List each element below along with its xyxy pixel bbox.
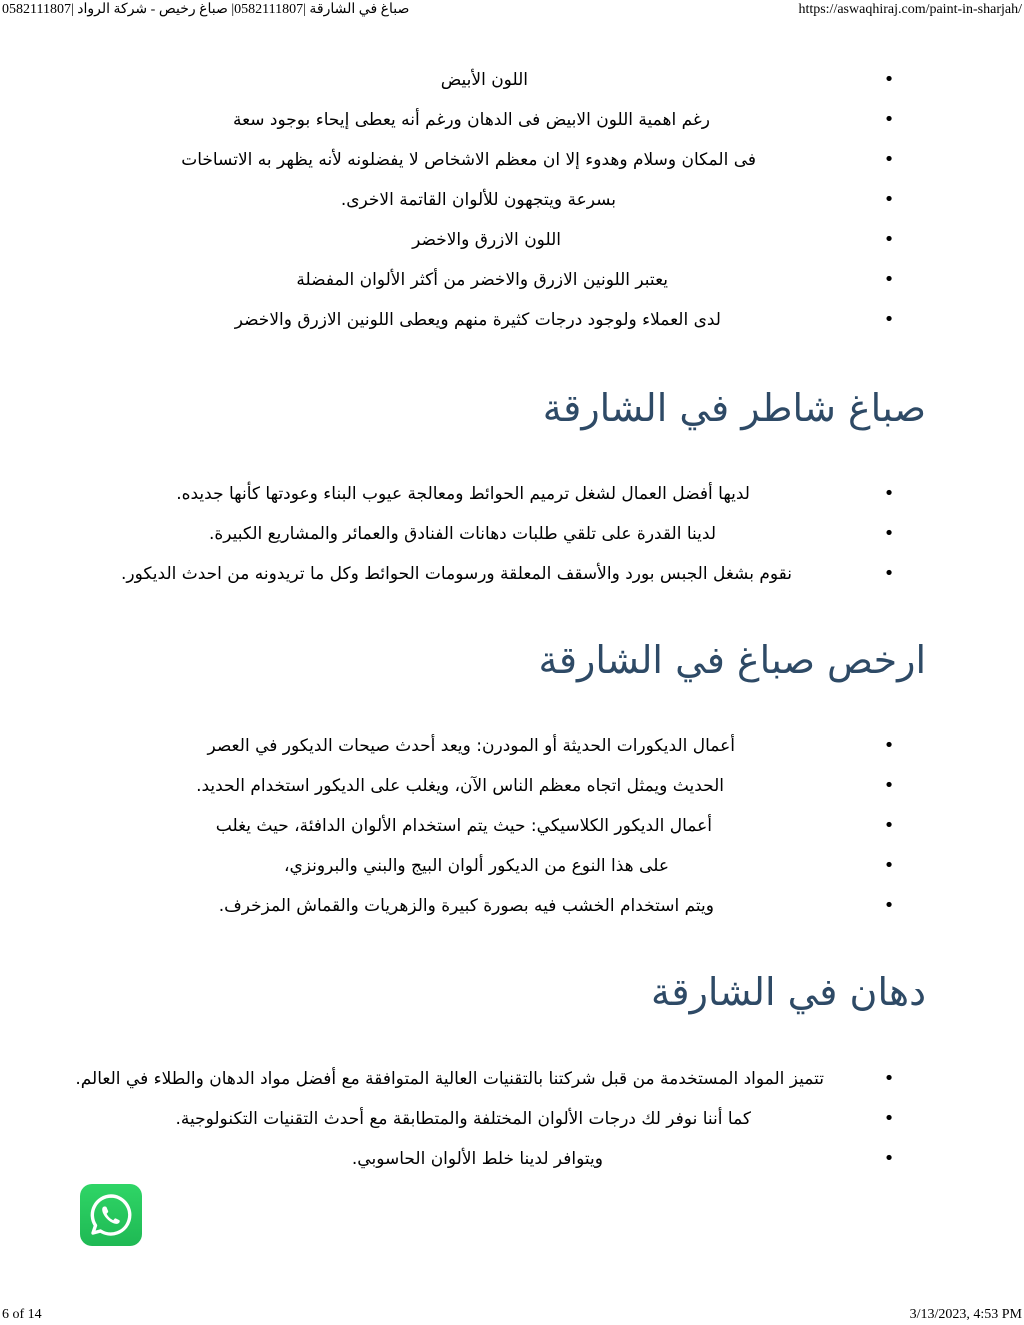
bullet-list (0, 1059, 1024, 1179)
list-item: • أعمال الديكور الكلاسيكي: حيث يتم استخدام الألوان الدافئة، حيث يغلب (0, 806, 1024, 846)
whatsapp-button[interactable] (80, 1184, 142, 1246)
list-item-text: على هذا النوع من الديكور ألوان البيج والبني والبرونزي، (283, 856, 669, 876)
bullet-list (0, 474, 1024, 594)
section-painting (0, 1059, 1024, 1179)
list-item: • اللون الأبيض (0, 60, 1024, 100)
section-cheapest-painter (0, 726, 1024, 926)
list-item-text: أعمال الديكورات الحديثة أو المودرن: ويعد أحدث صيحات الديكور في العصر (207, 736, 735, 756)
print-header (0, 0, 1024, 20)
list-item: • ويتوافر لدينا خلط الألوان الحاسوبي. (0, 1139, 1024, 1179)
list-item: • تتميز المواد المستخدمة من قبل شركتنا بالتقنيات العالية المتوافقة مع أفضل مواد الدهان والطلاء في العالم. (0, 1059, 1024, 1099)
list-item-text: لديها أفضل العمال لشغل ترميم الحوائط ومعالجة عيوب البناء وعودتها كأنها جديده. (176, 484, 750, 504)
list-item-text: تتميز المواد المستخدمة من قبل شركتنا بالتقنيات العالية المتوافقة مع أفضل مواد الدهان والطلاء في العالم. (75, 1069, 824, 1089)
list-item-text: فى المكان وسلام وهدوء إلا ان معظم الاشخاص لا يفضلونه لأنه يظهر به الاتساخات (181, 150, 756, 170)
list-item-text: ويتم استخدام الخشب فيه بصورة كبيرة والزهريات والقماش المزخرف. (218, 896, 714, 916)
list-item-text: رغم اهمية اللون الابيض فى الدهان ورغم أنه يعطى إيحاء بوجود سعة (232, 110, 710, 130)
print-footer (0, 1305, 1024, 1325)
list-item: • على هذا النوع من الديكور ألوان البيج والبني والبرونزي، (0, 846, 1024, 886)
list-item-text: لدى العملاء ولوجود درجات كثيرة منهم ويعطى اللونين الازرق والاخضر (234, 310, 721, 330)
list-item-text: لدينا القدرة على تلقي طلبات دهانات الفنادق والعمائر والمشاريع الكبيرة. (208, 524, 716, 544)
list-item-text: بسرعة ويتجهون للألوان القاتمة الاخرى. (340, 190, 616, 210)
whatsapp-icon (88, 1192, 134, 1238)
section-heading: صباغ شاطر في الشارقة (542, 386, 926, 430)
section-skilled-painter (0, 474, 1024, 594)
bullet-list (0, 60, 1024, 340)
list-item-text: كما أننا نوفر لك درجات الألوان المختلفة والمتطابقة مع أحدث التقنيات التكنولوجية. (175, 1109, 751, 1129)
print-header-title: صباغ في الشارقة |0582111807| صباغ رخيص - شركة الرواد |0582111807 (2, 2, 410, 17)
list-item: • أعمال الديكورات الحديثة أو المودرن: ويعد أحدث صيحات الديكور في العصر (0, 726, 1024, 766)
list-item-text: نقوم بشغل الجبس بورد والأسقف المعلقة ورسومات الحوائط وكل ما تريدونه من احدث الديكور. (121, 564, 792, 584)
list-item: • ويتم استخدام الخشب فيه بصورة كبيرة والزهريات والقماش المزخرف. (0, 886, 1024, 926)
list-item-text: أعمال الديكور الكلاسيكي: حيث يتم استخدام الألوان الدافئة، حيث يغلب (215, 816, 712, 836)
list-item: • يعتبر اللونين الازرق والاخضر من أكثر الألوان المفضلة (0, 260, 1024, 300)
list-item: • لدينا القدرة على تلقي طلبات دهانات الفنادق والعمائر والمشاريع الكبيرة. (0, 514, 1024, 554)
print-datetime: 3/13/2023, 4:53 PM (909, 1307, 1022, 1322)
list-item: • كما أننا نوفر لك درجات الألوان المختلفة والمتطابقة مع أحدث التقنيات التكنولوجية. (0, 1099, 1024, 1139)
list-item-text: اللون الأبيض (440, 70, 528, 90)
list-item: • الحديث ويمثل اتجاه معظم الناس الآن، ويغلب على الديكور استخدام الحديد. (0, 766, 1024, 806)
section-white-blue-green (0, 60, 1024, 340)
list-item: • لديها أفضل العمال لشغل ترميم الحوائط ومعالجة عيوب البناء وعودتها كأنها جديده. (0, 474, 1024, 514)
list-item: • فى المكان وسلام وهدوء إلا ان معظم الاشخاص لا يفضلونه لأنه يظهر به الاتساخات (0, 140, 1024, 180)
list-item: • بسرعة ويتجهون للألوان القاتمة الاخرى. (0, 180, 1024, 220)
page-number: 6 of 14 (2, 1307, 42, 1322)
list-item-text: ويتوافر لدينا خلط الألوان الحاسوبي. (351, 1149, 603, 1169)
list-item: • اللون الازرق والاخضر (0, 220, 1024, 260)
list-item-text: الحديث ويمثل اتجاه معظم الناس الآن، ويغلب على الديكور استخدام الحديد. (196, 776, 724, 796)
list-item-text: يعتبر اللونين الازرق والاخضر من أكثر الألوان المفضلة (296, 270, 668, 290)
list-item: • لدى العملاء ولوجود درجات كثيرة منهم ويعطى اللونين الازرق والاخضر (0, 300, 1024, 340)
list-item-text: اللون الازرق والاخضر (412, 230, 561, 250)
bullet-list (0, 726, 1024, 926)
print-header-url: https://aswaqhiraj.com/paint-in-sharjah/ (798, 2, 1022, 17)
list-item: • رغم اهمية اللون الابيض فى الدهان ورغم أنه يعطى إيحاء بوجود سعة (0, 100, 1024, 140)
section-heading: دهان في الشارقة (651, 970, 926, 1014)
section-heading: ارخص صباغ في الشارقة (538, 638, 926, 682)
list-item: • نقوم بشغل الجبس بورد والأسقف المعلقة ورسومات الحوائط وكل ما تريدونه من احدث الديكور. (0, 554, 1024, 594)
